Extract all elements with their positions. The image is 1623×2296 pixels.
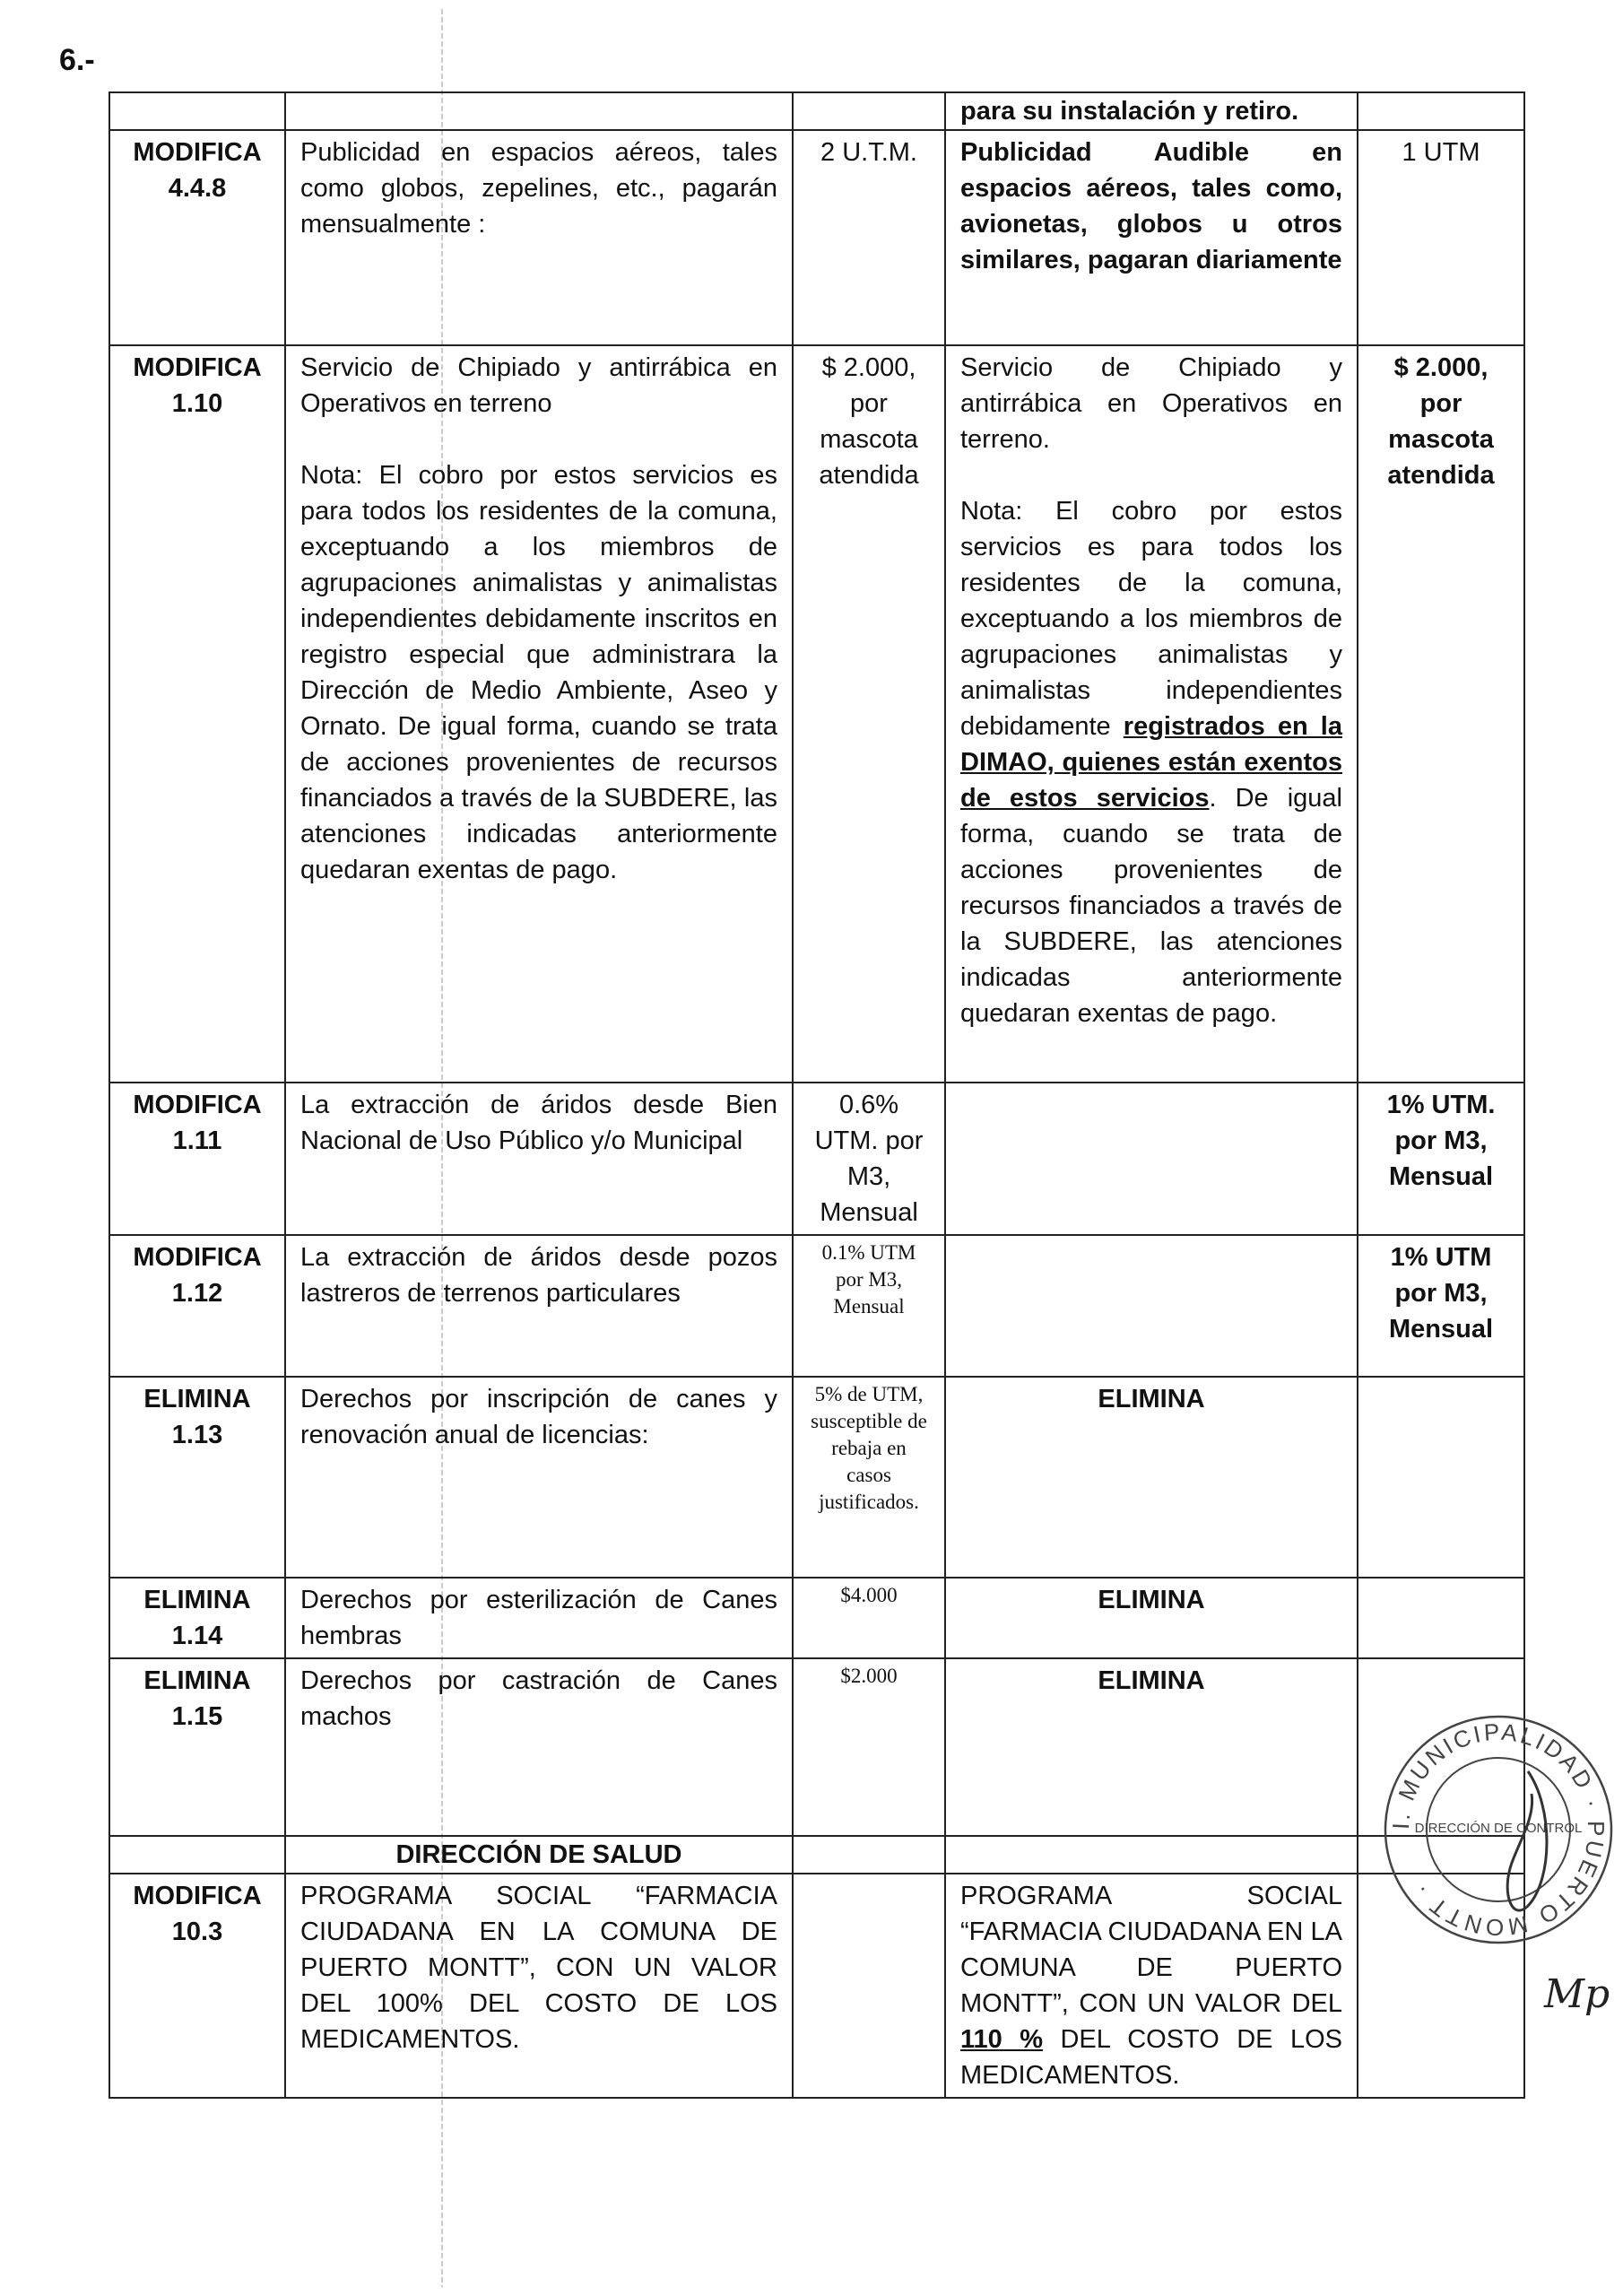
new-value-cell: 1% UTM. por M3, Mensual bbox=[1358, 1083, 1524, 1235]
new-description-note bbox=[960, 493, 1342, 1031]
tariff-modification-table bbox=[108, 91, 1525, 2099]
action-cell bbox=[109, 1377, 285, 1578]
description-note: Nota: El cobro por estos servicios es para todos los residentes de la comuna, exceptuando a los miembros de agrupaciones animalistas y animalistas independientes debidamente inscritos en registro especial que administrara la Dirección de Medio Ambiente, Aseo y Ornato. De igual forma, cuando se trata de acciones provenientes de recursos financiados a través de la SUBDERE, las atenciones indicadas anteriormente quedaran exentas de pago. bbox=[300, 461, 777, 884]
new-value-cell bbox=[1358, 92, 1524, 130]
description-cell bbox=[285, 345, 793, 1083]
action-label: MODIFICA bbox=[133, 1882, 262, 1910]
description-cell: La extracción de áridos desde pozos lastreros de terrenos particulares bbox=[285, 1235, 793, 1377]
action-cell bbox=[109, 345, 285, 1083]
new-description-cell bbox=[945, 1235, 1358, 1377]
new-description-cell: ELIMINA bbox=[945, 1578, 1358, 1658]
page-number: 6.- bbox=[59, 43, 95, 77]
new-description-cell bbox=[945, 1083, 1358, 1235]
action-label: ELIMINA bbox=[143, 1385, 251, 1413]
item-code: 1.15 bbox=[171, 1702, 223, 1731]
new-value-cell bbox=[1358, 1377, 1524, 1578]
item-code: 1.14 bbox=[171, 1622, 223, 1650]
table-row bbox=[109, 345, 1524, 1083]
description-cell: La extracción de áridos desde Bien Nacional de Uso Público y/o Municipal bbox=[285, 1083, 793, 1235]
new-value-cell: $ 2.000, por mascota atendida bbox=[1358, 345, 1524, 1083]
description-cell bbox=[285, 92, 793, 130]
value-cell: $4.000 bbox=[793, 1578, 945, 1658]
new-description-text: Servicio de Chipiado y antirrábica en Operativos en terreno. bbox=[960, 353, 1342, 454]
handwritten-initials bbox=[1539, 1955, 1610, 2027]
new-description-cell: ELIMINA bbox=[945, 1377, 1358, 1578]
underlined-amendment: registrados en la DIMAO, quienes están exentos de estos servicios bbox=[960, 712, 1342, 813]
action-cell bbox=[109, 130, 285, 345]
note-text: . De igual forma, cuando se trata de acciones provenientes de recursos financiados a través de la SUBDERE, las atenciones indicadas anteriormente quedaran exentas de pago. bbox=[960, 784, 1342, 1028]
action-cell bbox=[109, 92, 285, 130]
action-cell bbox=[109, 1578, 285, 1658]
table-row bbox=[109, 1377, 1524, 1578]
new-value-cell bbox=[1358, 1578, 1524, 1658]
new-description-cell: para su instalación y retiro. bbox=[945, 92, 1358, 130]
table-row bbox=[109, 92, 1524, 130]
action-cell bbox=[109, 1836, 285, 1874]
item-code: 1.13 bbox=[171, 1421, 223, 1449]
description-text: PROGRAMA SOCIAL “FARMACIA CIUDADANA EN LA COMUNA DE PUERTO MONTT”, CON UN VALOR DEL bbox=[960, 1882, 1342, 2018]
action-label: MODIFICA bbox=[133, 1091, 262, 1119]
table-row bbox=[109, 130, 1524, 345]
description-cell: Publicidad en espacios aéreos, tales como globos, zepelines, etc., pagarán mensualmente : bbox=[285, 130, 793, 345]
value-cell bbox=[793, 92, 945, 130]
municipal-seal-stamp bbox=[1377, 1709, 1619, 1951]
value-cell bbox=[793, 1874, 945, 2098]
table-row bbox=[109, 1235, 1524, 1377]
note-text: Nota: El cobro por estos servicios es para todos los residentes de la comuna, exceptuando a los miembros de agrupaciones animalistas y animalistas independientes debidamente bbox=[960, 497, 1342, 741]
value-cell: 2 U.T.M. bbox=[793, 130, 945, 345]
action-label: MODIFICA bbox=[133, 138, 262, 167]
item-code: 1.11 bbox=[172, 1126, 222, 1155]
initials-text: Mp bbox=[1544, 1971, 1610, 2017]
new-description-cell: Publicidad Audible en espacios aéreos, tales como, avionetas, globos u otros similares, pagaran diariamente bbox=[945, 130, 1358, 345]
new-value-cell: 1% UTM por M3, Mensual bbox=[1358, 1235, 1524, 1377]
new-description-cell: ELIMINA bbox=[945, 1658, 1358, 1836]
description-text: DEL COSTO DE LOS MEDICAMENTOS. bbox=[960, 2025, 1342, 2090]
action-label: ELIMINA bbox=[143, 1666, 251, 1695]
underlined-amendment: 110 % bbox=[960, 2025, 1044, 2054]
section-header-row bbox=[109, 1836, 1524, 1874]
description-cell: Derechos por inscripción de canes y renovación anual de licencias: bbox=[285, 1377, 793, 1578]
action-label: MODIFICA bbox=[133, 353, 262, 382]
new-description-cell bbox=[945, 345, 1358, 1083]
description-cell: Derechos por castración de Canes machos bbox=[285, 1658, 793, 1836]
value-cell bbox=[793, 1836, 945, 1874]
table-row bbox=[109, 1083, 1524, 1235]
table-row bbox=[109, 1874, 1524, 2098]
value-cell: 0.1% UTM por M3, Mensual bbox=[793, 1235, 945, 1377]
new-description-cell bbox=[945, 1874, 1358, 2098]
seal-ring-text: I. MUNICIPALIDAD · PUERTO MONTT · bbox=[1386, 1718, 1610, 1942]
section-title: DIRECCIÓN DE SALUD bbox=[285, 1836, 793, 1874]
value-cell: $2.000 bbox=[793, 1658, 945, 1836]
table-row bbox=[109, 1578, 1524, 1658]
action-cell bbox=[109, 1235, 285, 1377]
item-code: 10.3 bbox=[171, 1918, 223, 1946]
new-description-cell bbox=[945, 1836, 1358, 1874]
value-cell: 0.6% UTM. por M3, Mensual bbox=[793, 1083, 945, 1235]
item-code: 4.4.8 bbox=[168, 174, 227, 203]
description-text: Servicio de Chipiado y antirrábica en Operativos en terreno bbox=[300, 353, 777, 418]
value-cell: 5% de UTM, susceptible de rebaja en casos justificados. bbox=[793, 1377, 945, 1578]
description-cell: Derechos por esterilización de Canes hembras bbox=[285, 1578, 793, 1658]
item-code: 1.12 bbox=[171, 1279, 223, 1308]
description-cell: PROGRAMA SOCIAL “FARMACIA CIUDADANA EN LA COMUNA DE PUERTO MONTT”, CON UN VALOR DEL 100% DEL COSTO DE LOS MEDICAMENTOS. bbox=[285, 1874, 793, 2098]
action-cell bbox=[109, 1658, 285, 1836]
item-code: 1.10 bbox=[171, 389, 223, 418]
new-value-cell: 1 UTM bbox=[1358, 130, 1524, 345]
action-cell bbox=[109, 1874, 285, 2098]
value-cell: $ 2.000, por mascota atendida bbox=[793, 345, 945, 1083]
table-row bbox=[109, 1658, 1524, 1836]
action-label: ELIMINA bbox=[143, 1586, 251, 1614]
seal-center-text: DIRECCIÓN DE CONTROL bbox=[1414, 1821, 1583, 1836]
action-cell bbox=[109, 1083, 285, 1235]
action-label: MODIFICA bbox=[133, 1243, 262, 1272]
